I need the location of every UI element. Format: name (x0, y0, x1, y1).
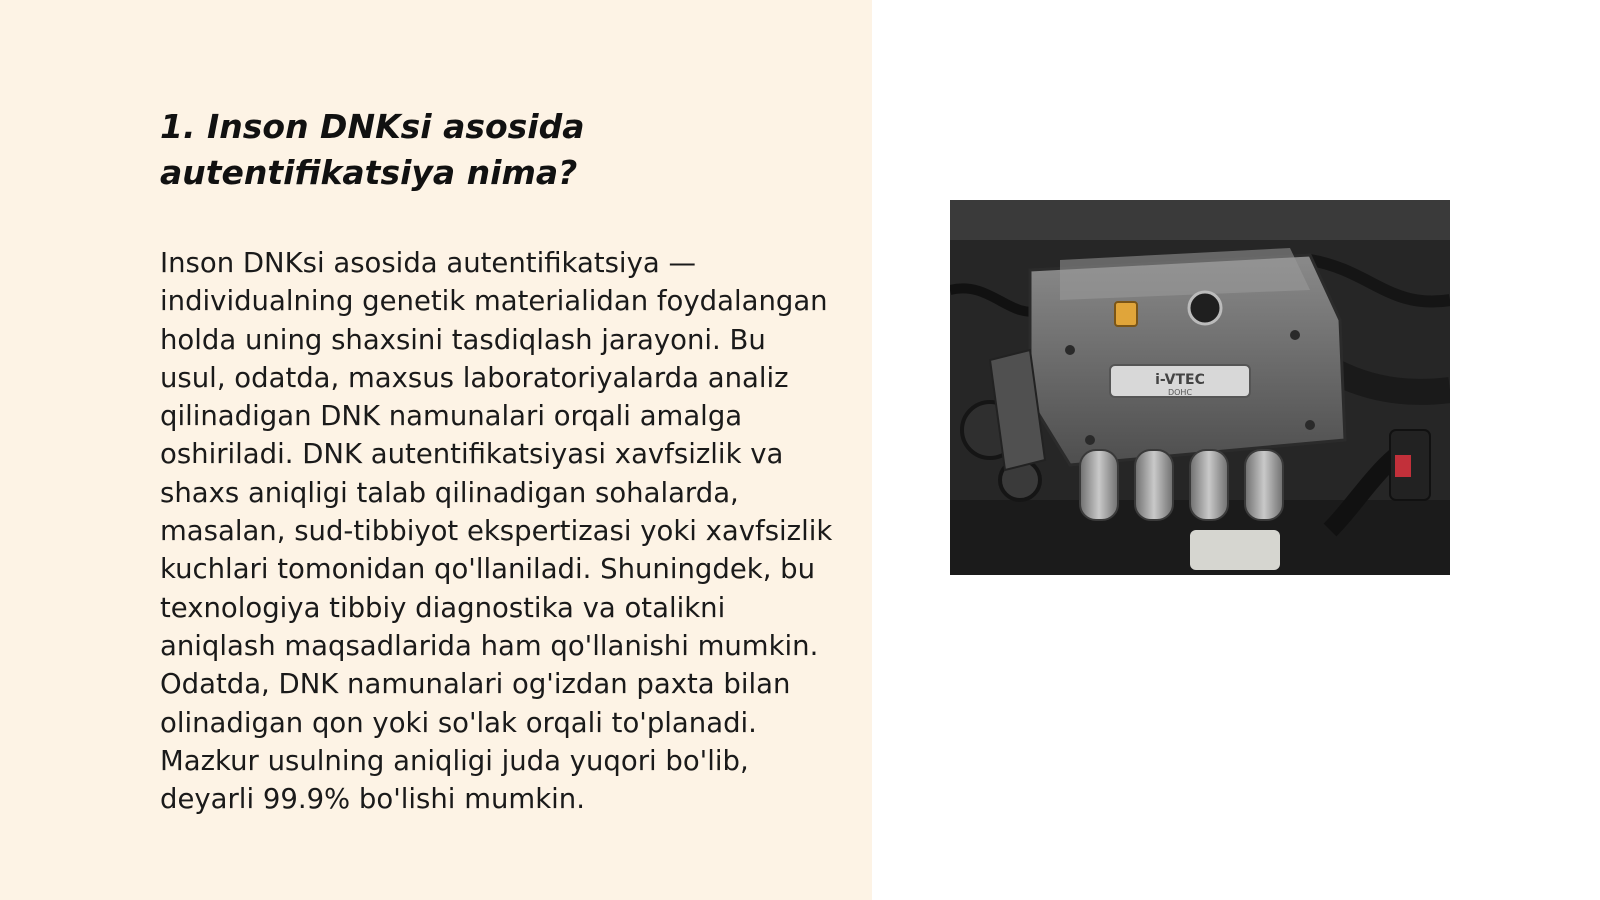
slide-heading: 1. Inson DNKsi asosida autentifikatsiya nima? (160, 107, 585, 192)
ivtec-badge (1110, 365, 1250, 397)
engine-illustration (950, 200, 1450, 575)
oil-cap-icon (1115, 302, 1137, 326)
engine-photo (950, 200, 1450, 575)
badge-subtext: DOHC (1167, 388, 1193, 397)
slide-body-text: Inson DNKsi asosida autentifikatsiya — individualning genetik materialidan foydalangan holda uning shaxsini tasdiqlash jarayoni. Bu usul, odatda, maxsus laboratoriyalarda analiz qilinadigan DNK namunalari orqali amalga oshiriladi. DNK autentifikatsiyasi xavfsizlik va shaxs aniqligi talab qilinadigan sohalarda, masalan, sud-tibbiyot ekspertizasi yoki xavfsizlik kuchlari tomonidan qo'llaniladi. Shuningdek, bu texnologiya tibbiy diagnostika va otalikni aniqlash maqsadlarida ham qo'llanishi mumkin. Odatda, DNK namunalari og'izdan paxta bilan olinadigan qon yoki so'lak orqali to'planadi. Mazkur usulning aniqligi juda yuqori bo'lib, deyarli 99.9% bo'lishi mumkin. (160, 247, 833, 816)
badge-text: i-VTEC (1155, 372, 1205, 388)
